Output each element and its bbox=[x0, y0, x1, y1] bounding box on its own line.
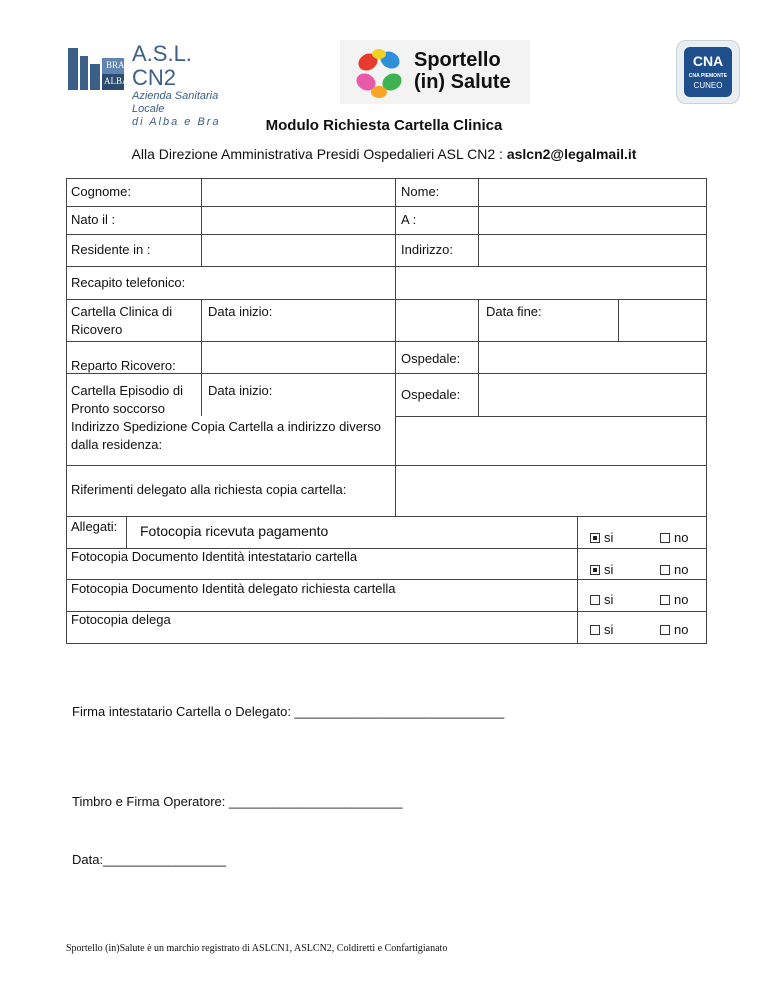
allegato-3-no-checkbox[interactable] bbox=[660, 595, 670, 605]
label-cognome: Cognome: bbox=[71, 184, 131, 199]
allegato-4-no-checkbox[interactable] bbox=[660, 625, 670, 635]
timbro-operatore-line[interactable]: Timbro e Firma Operatore: ________________________ bbox=[72, 794, 403, 809]
cna-region: CNA PIEMONTE bbox=[688, 73, 728, 79]
label-data-inizio: Data inizio: bbox=[208, 304, 273, 319]
allegato-4-si-checkbox[interactable] bbox=[590, 625, 600, 635]
allegato-3-si-checkbox[interactable] bbox=[590, 595, 600, 605]
grid-line bbox=[66, 234, 707, 235]
label-spedizione-1: Indirizzo Spedizione Copia Cartella a indirizzo diverso bbox=[71, 419, 381, 434]
allegato-4-no-label: no bbox=[674, 622, 689, 637]
label-episodio-2: Pronto soccorso bbox=[71, 401, 165, 416]
allegato-1-si-label: si bbox=[604, 530, 614, 545]
footer-note: Sportello (in)Salute è un marchio registrato di ASLCN1, ASLCN2, Coldiretti e Confartigianato bbox=[66, 943, 448, 954]
grid-line bbox=[66, 178, 707, 179]
label-reparto: Reparto Ricovero: bbox=[71, 358, 176, 373]
grid-line bbox=[201, 373, 202, 416]
allegato-2-si-label: si bbox=[604, 562, 614, 577]
label-cartella-ricovero-1: Cartella Clinica di bbox=[71, 304, 173, 319]
grid-line bbox=[706, 178, 707, 644]
grid-line bbox=[66, 266, 707, 267]
allegato-1-no-checkbox[interactable] bbox=[660, 533, 670, 543]
grid-line bbox=[66, 516, 707, 517]
asl-subtitle-1: Azienda Sanitaria Locale bbox=[132, 90, 219, 115]
grid-line bbox=[478, 178, 479, 266]
allegato-2-no-checkbox[interactable] bbox=[660, 565, 670, 575]
asl-badge-bottom: ALBA bbox=[104, 76, 129, 86]
grid-line bbox=[395, 465, 396, 516]
cna-city: CUNEO bbox=[693, 81, 723, 90]
grid-line bbox=[395, 266, 396, 299]
allegato-2-si-checkbox[interactable] bbox=[590, 565, 600, 575]
grid-line bbox=[395, 373, 396, 465]
allegato-label-4: Fotocopia delega bbox=[71, 612, 171, 627]
sportello-salute-logo bbox=[340, 40, 530, 104]
asl-title: A.S.L. CN2 bbox=[132, 41, 192, 90]
grid-line bbox=[66, 178, 67, 644]
grid-line bbox=[478, 341, 479, 373]
label-recapito: Recapito telefonico: bbox=[71, 275, 186, 290]
label-nome: Nome: bbox=[401, 184, 440, 199]
grid-line bbox=[577, 516, 578, 644]
label-nato-il: Nato il : bbox=[71, 212, 116, 227]
allegato-3-si-label: si bbox=[604, 592, 614, 607]
grid-line bbox=[66, 299, 707, 300]
cna-cuneo-logo bbox=[676, 40, 740, 104]
allegato-label-2: Fotocopia Documento Identità intestatario cartella bbox=[71, 549, 358, 564]
grid-line bbox=[618, 299, 619, 341]
asl-cn2-logo bbox=[66, 41, 236, 128]
label-ospedale-ps: Ospedale: bbox=[401, 387, 461, 402]
asl-badge-top: BRA bbox=[106, 60, 125, 70]
asl-subtitle-2: di Alba e Bra bbox=[132, 116, 221, 128]
data-line[interactable]: Data:_________________ bbox=[72, 852, 226, 867]
page-subtitle bbox=[0, 146, 768, 162]
grid-line bbox=[478, 373, 479, 416]
grid-line bbox=[395, 299, 396, 341]
firma-intestatario-line[interactable]: Firma intestatario Cartella o Delegato: _____________________________ bbox=[72, 704, 505, 719]
allegato-4-si-label: si bbox=[604, 622, 614, 637]
label-residente: Residente in : bbox=[71, 242, 151, 257]
grid-line bbox=[66, 579, 707, 580]
label-indirizzo: Indirizzo: bbox=[401, 242, 454, 257]
label-data-fine: Data fine: bbox=[486, 304, 542, 319]
grid-line bbox=[66, 206, 707, 207]
grid-line bbox=[66, 465, 707, 466]
grid-line bbox=[395, 178, 396, 266]
label-delegato: Riferimenti delegato alla richiesta copia cartella: bbox=[71, 482, 347, 497]
grid-line bbox=[201, 178, 202, 266]
pec-email: aslcn2@legalmail.it bbox=[506, 146, 637, 162]
grid-line bbox=[396, 416, 707, 417]
label-ospedale: Ospedale: bbox=[401, 351, 461, 366]
grid-line bbox=[201, 341, 202, 373]
label-luogo-nascita: A : bbox=[401, 212, 417, 227]
allegato-1-si-checkbox[interactable] bbox=[590, 533, 600, 543]
allegato-label-1: Fotocopia ricevuta pagamento bbox=[140, 523, 329, 539]
label-episodio-1: Cartella Episodio di bbox=[71, 383, 184, 398]
grid-line bbox=[126, 516, 127, 548]
label-spedizione-2: dalla residenza: bbox=[71, 437, 163, 452]
sportello-line-1: Sportello bbox=[414, 49, 501, 71]
grid-line bbox=[201, 299, 202, 341]
label-allegati: Allegati: bbox=[71, 519, 118, 534]
grid-line bbox=[478, 299, 479, 341]
grid-line bbox=[395, 341, 396, 373]
allegato-3-no-label: no bbox=[674, 592, 689, 607]
allegato-2-no-label: no bbox=[674, 562, 689, 577]
grid-line bbox=[66, 341, 707, 342]
allegato-label-3: Fotocopia Documento Identità delegato richiesta cartella bbox=[71, 581, 396, 596]
label-data-inizio-ps: Data inizio: bbox=[208, 383, 273, 398]
page-title: Modulo Richiesta Cartella Clinica bbox=[265, 117, 503, 134]
cna-name: CNA bbox=[692, 53, 724, 69]
sportello-line-2: (in) Salute bbox=[414, 71, 511, 93]
hands-icon bbox=[350, 46, 410, 98]
grid-line bbox=[66, 643, 707, 644]
allegato-1-no-label: no bbox=[674, 530, 689, 545]
subtitle-text: Alla Direzione Amministrativa Presidi Ospedalieri ASL CN2 : bbox=[131, 146, 507, 162]
label-cartella-ricovero-2: Ricovero bbox=[71, 322, 123, 337]
